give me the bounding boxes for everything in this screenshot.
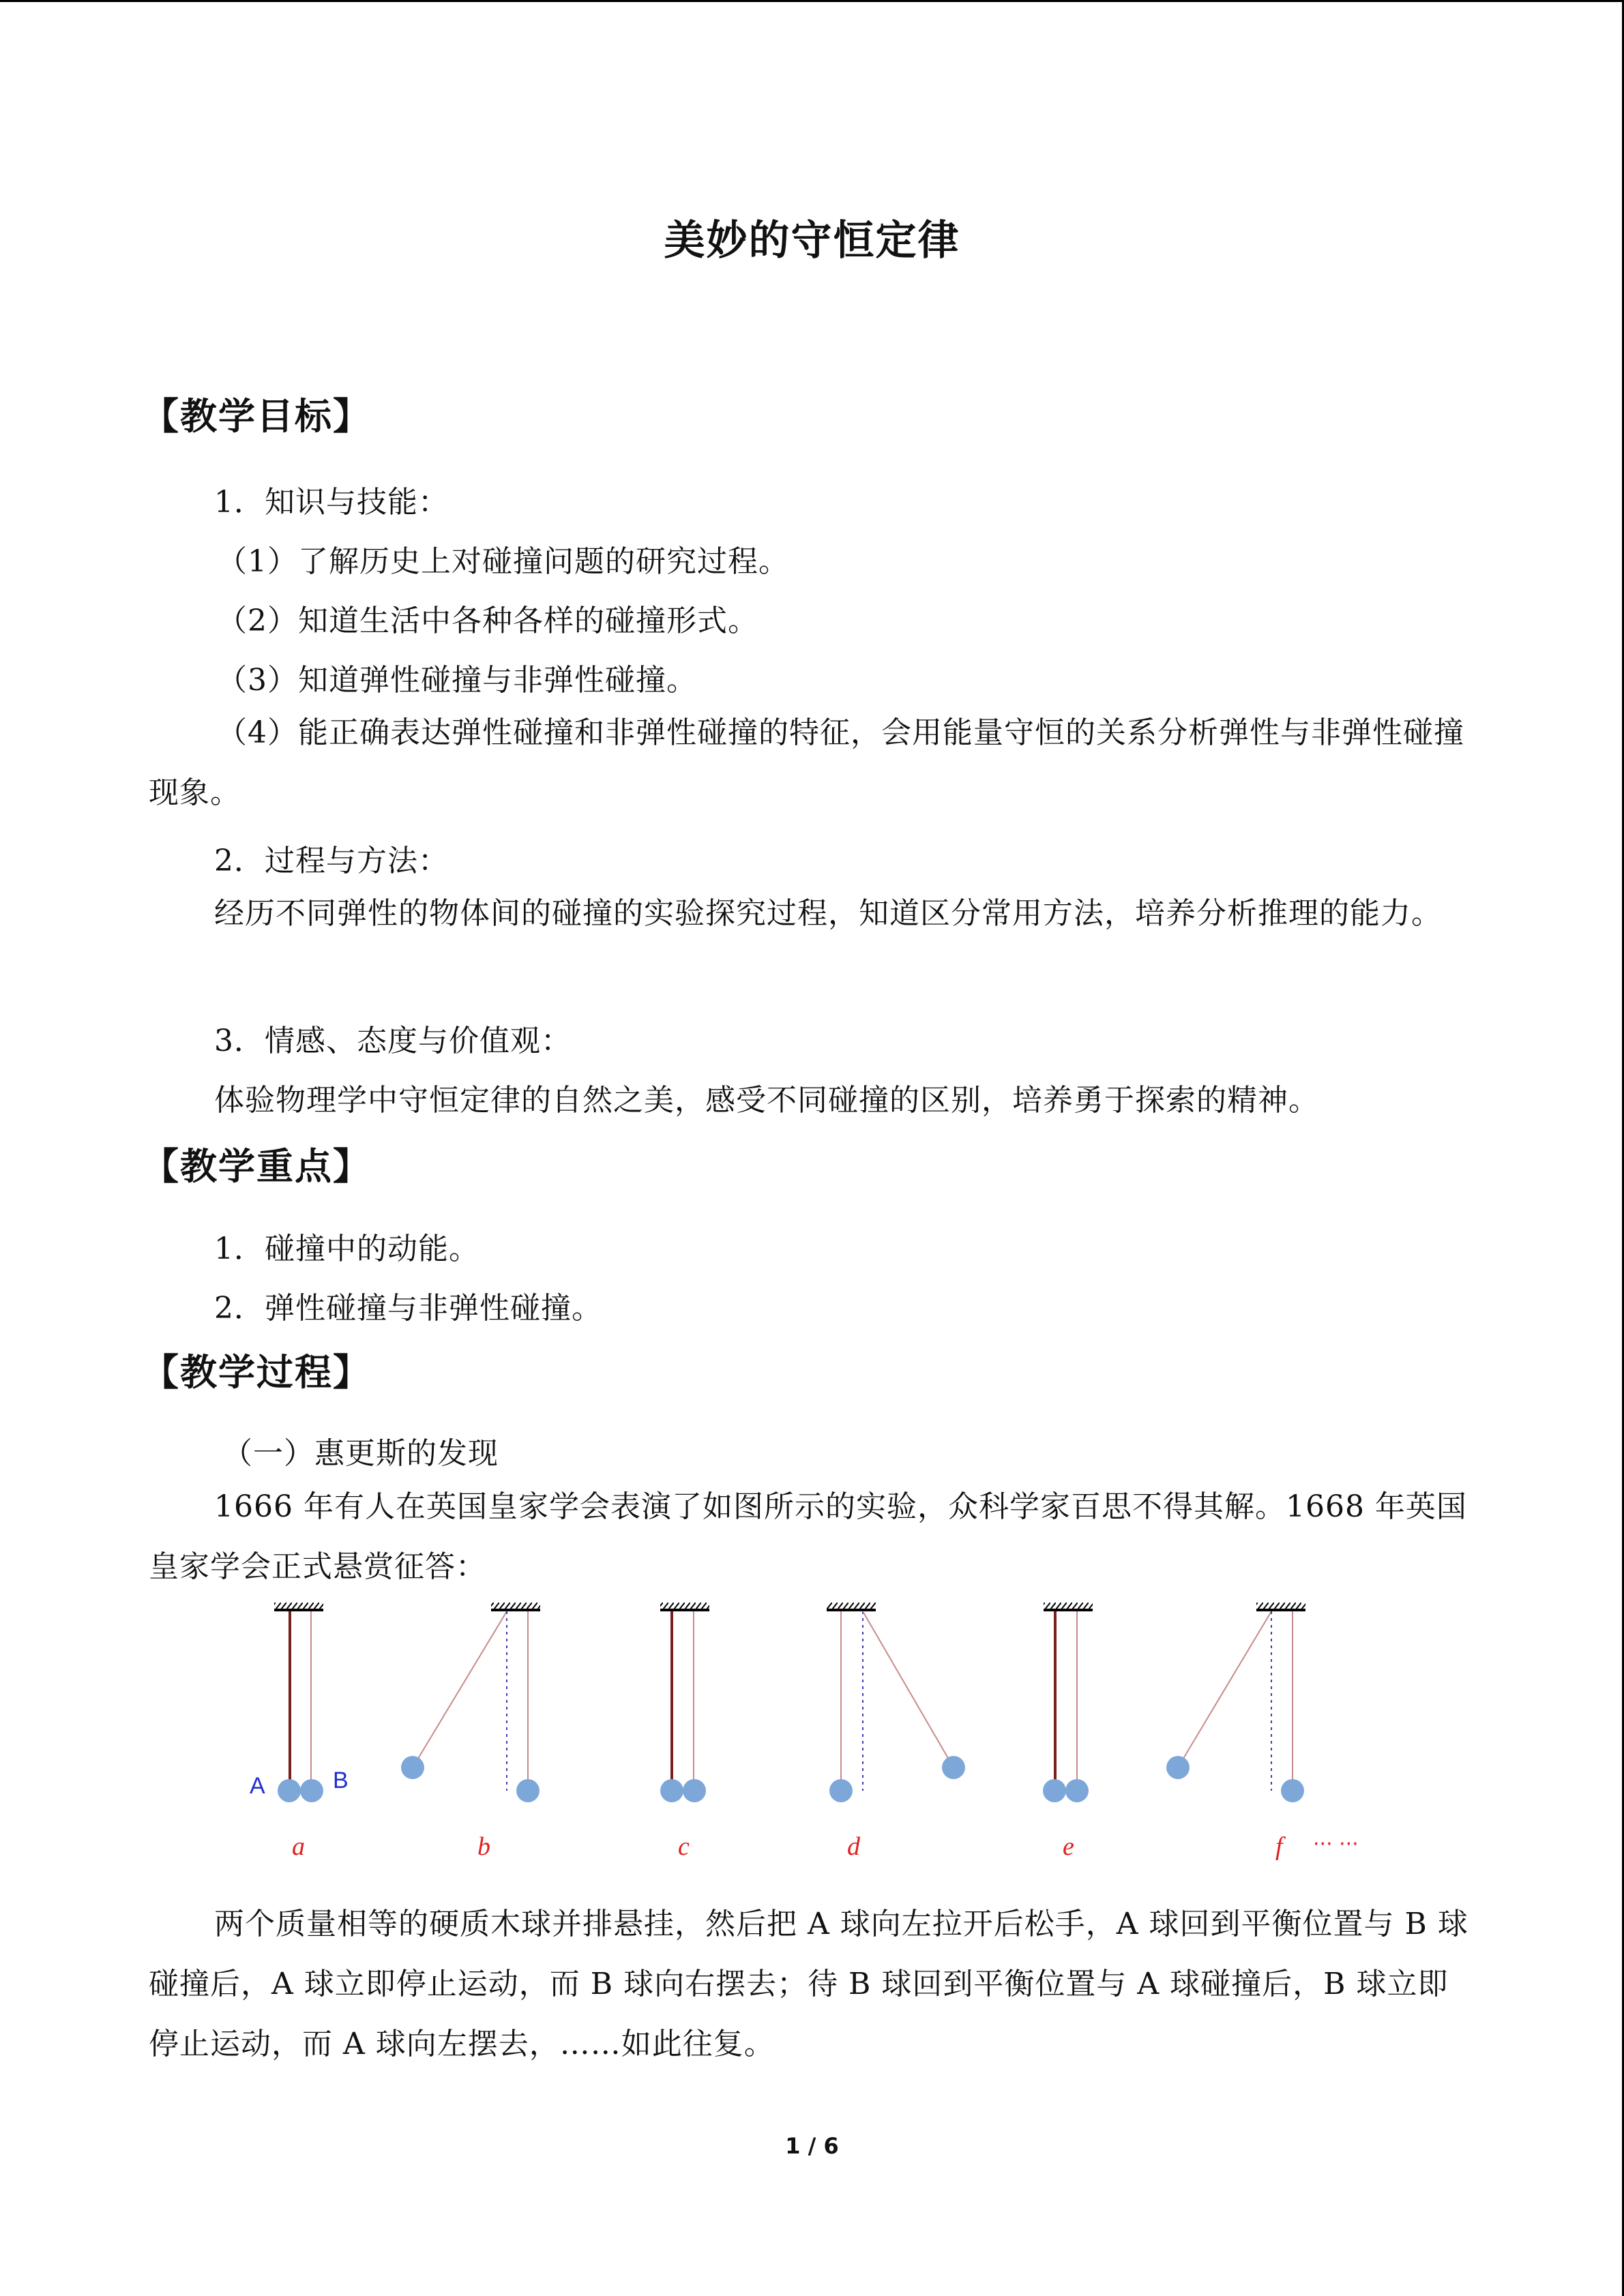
goal-knowledge-4: （4）能正确表达弹性碰撞和非弹性碰撞的特征，会用能量守恒的关系分析弹性与非弹性碰撞现象。	[149, 715, 1464, 810]
ball-b	[516, 1779, 540, 1802]
panel-label-c: c	[678, 1832, 690, 1861]
process-description: 两个质量相等的硬质木球并排悬挂，然后把 A 球向左拉开后松手，A 球回到平衡位置与 B 球碰撞后，A 球立即停止运动，而 B 球向右摆去；待 B 球回到平衡位置与 A 球碰撞后，B 球立即停止运动，而 A 球向左摆去，……如此往复。	[149, 1907, 1468, 2061]
ceiling-hatch	[491, 1602, 540, 1609]
ball-a	[829, 1779, 853, 1802]
goal-knowledge-2: （2）知道生活中各种各样的碰撞形式。	[217, 603, 758, 638]
goal-emotion-title: 3．情感、态度与价值观：	[214, 1024, 572, 1058]
panel-f	[1166, 1602, 1359, 1861]
panel-a	[250, 1602, 349, 1861]
ceiling-hatch	[1256, 1602, 1305, 1609]
panel-d	[827, 1602, 965, 1861]
panel-label-a: a	[292, 1832, 305, 1861]
ball-b	[942, 1756, 965, 1779]
label-ball-b: B	[333, 1768, 349, 1793]
goal-knowledge-3: （3）知道弹性碰撞与非弹性碰撞。	[217, 663, 697, 698]
page-border-top	[0, 0, 1624, 2]
ball-b	[683, 1779, 706, 1802]
figure-ellipsis: ··· ···	[1313, 1832, 1359, 1856]
panel-label-b: b	[477, 1832, 490, 1861]
panel-label-d: d	[847, 1832, 860, 1861]
string-a-swung	[1178, 1611, 1271, 1768]
ceiling-hatch	[274, 1602, 323, 1609]
heading-teaching-goals: 【教学目标】	[142, 395, 371, 438]
ceiling-hatch	[827, 1602, 876, 1609]
ball-b	[1281, 1779, 1304, 1802]
panel-b	[401, 1602, 540, 1861]
ball-a	[401, 1756, 424, 1779]
goal-method-title: 2．过程与方法：	[214, 844, 449, 878]
panel-c	[660, 1602, 709, 1861]
ball-b	[1065, 1779, 1089, 1802]
page-number: 1 / 6	[785, 2133, 839, 2159]
ball-b	[300, 1779, 323, 1802]
heading-key-points: 【教学重点】	[142, 1145, 371, 1188]
heading-teaching-process: 【教学过程】	[142, 1351, 371, 1394]
key-point-2: 2．弹性碰撞与非弹性碰撞。	[214, 1291, 602, 1326]
ball-a	[660, 1779, 683, 1802]
goal-method-text: 经历不同弹性的物体间的碰撞的实验探究过程，知道区分常用方法，培养分析推理的能力。	[214, 896, 1442, 931]
key-point-1: 1．碰撞中的动能。	[214, 1232, 479, 1266]
process-intro: 1666 年有人在英国皇家学会表演了如图所示的实验，众科学家百思不得其解。1668 年英国皇家学会正式悬赏征答：	[149, 1489, 1467, 1584]
goal-emotion-text: 体验物理学中守恒定律的自然之美，感受不同碰撞的区别，培养勇于探索的精神。	[214, 1083, 1319, 1118]
goal-knowledge-title: 1．知识与技能：	[214, 485, 449, 520]
string-a-swung	[413, 1611, 507, 1768]
ceiling-hatch	[660, 1602, 709, 1609]
ball-a	[1043, 1779, 1066, 1802]
string-b-swung	[863, 1611, 954, 1768]
section-huygens-discovery: （一）惠更斯的发现	[222, 1436, 499, 1471]
ceiling-hatch	[1044, 1602, 1093, 1609]
page-title: 美妙的守恒定律	[664, 217, 960, 265]
ball-a	[278, 1779, 301, 1802]
panel-label-e: e	[1063, 1832, 1074, 1861]
panel-e	[1043, 1602, 1093, 1861]
pendulum-collision-figure	[232, 1589, 1391, 1875]
label-ball-a: A	[250, 1773, 265, 1799]
goal-knowledge-1: （1）了解历史上对碰撞问题的研究过程。	[217, 544, 789, 579]
panel-label-f: f	[1275, 1832, 1283, 1861]
ball-a	[1166, 1756, 1190, 1779]
